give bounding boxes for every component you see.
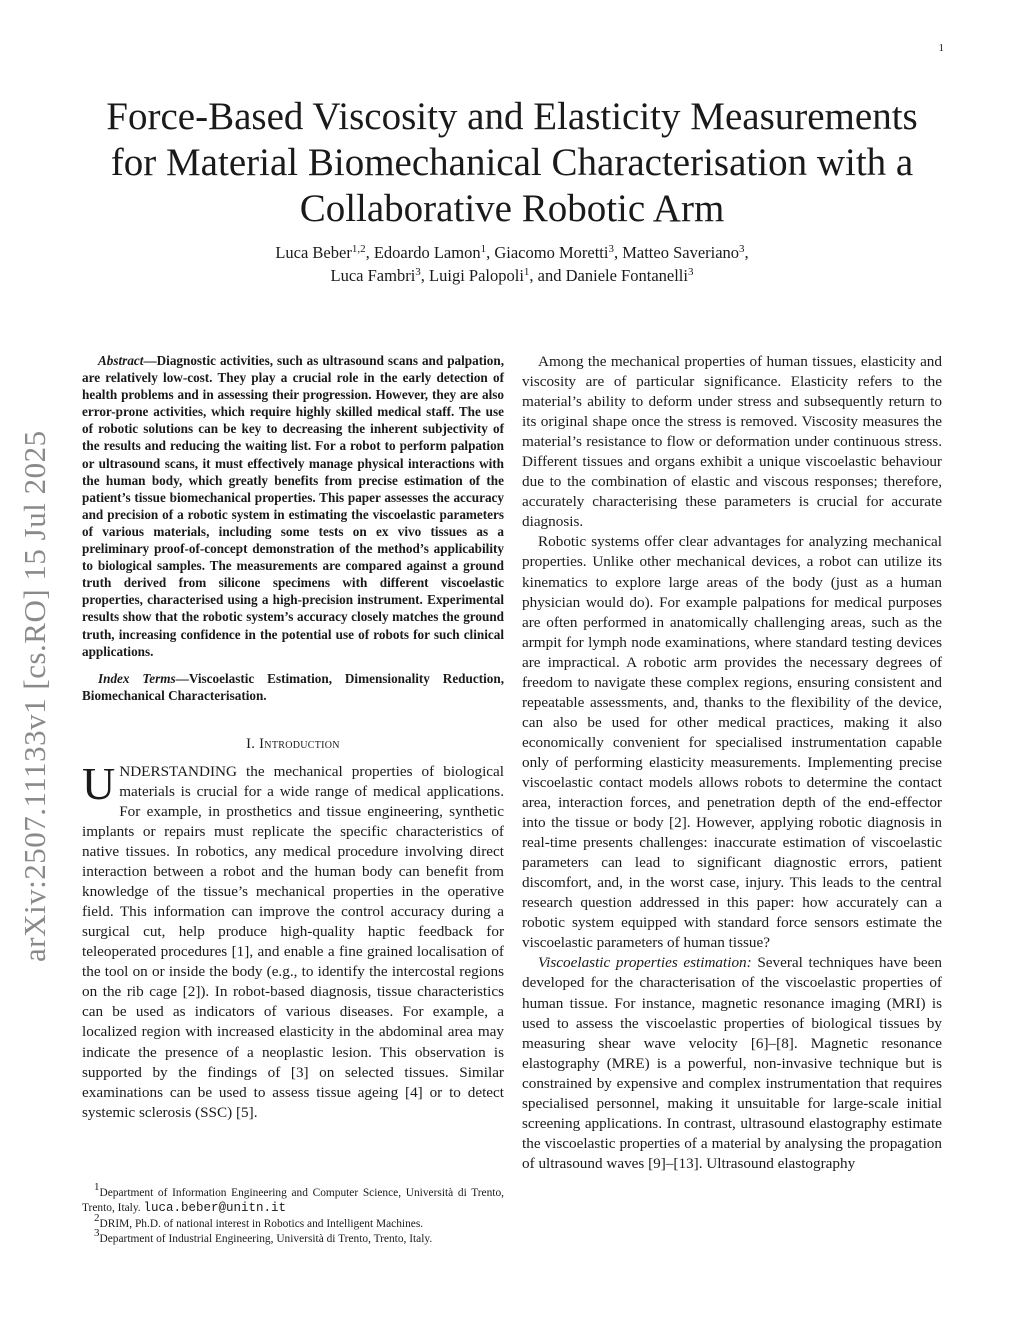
author-name: Luigi Palopoli xyxy=(429,266,524,285)
author-name: Edoardo Lamon xyxy=(373,243,481,262)
right-column xyxy=(522,352,942,1174)
left-column xyxy=(82,352,504,1123)
author-separator: , and xyxy=(529,266,566,285)
title-line: Collaborative Robotic Arm xyxy=(299,187,725,230)
author-name: Luca Beber xyxy=(275,243,352,262)
footnote xyxy=(82,1181,504,1217)
drop-cap: U xyxy=(82,757,116,809)
paragraph-heading: Viscoelastic properties estimation: xyxy=(538,954,752,972)
body-paragraph xyxy=(522,953,942,1174)
footnote-mark: 2 xyxy=(94,1211,100,1224)
footnote xyxy=(82,1226,504,1247)
author-separator: , xyxy=(365,243,374,262)
author-email-link[interactable]: luca.beber@unitn.it xyxy=(143,1201,287,1216)
page-number: 1 xyxy=(938,42,944,54)
author-separator: , xyxy=(744,243,749,262)
affiliation-mark: 3 xyxy=(415,266,421,278)
title-line: for Material Biomechanical Characterisation with a xyxy=(110,141,914,184)
body-paragraph: Robotic systems offer clear advantages for analyzing mechanical properties. Unlike other mechanical devices, a robot can utilize its kinematics to explore large areas of the body (just as a human physician would do). For example palpations for medical purposes are often performed in anatomically challenging areas, such as the armpit for lymph node examinations, where standard testing devices are impractical. A robotic arm provides the necessary degrees of freedom to navigate these complex regions, ensuring consistent and repeatable assessments, and, thanks to the flexibility of the device, can also be used for other medical practices, making it also economically convenient for specialised instrumentation capable only of performing elasticity measurements. Implementing precise viscoelastic contact models allows robots to determine the contact area, interaction forces, and penetration depth of the end-effector into the tissue or body [2]. However, applying robotic diagnosis in real-time presents challenges: inaccurate estimation of viscoelastic parameters can lead to significant diagnostic errors, patient discomfort, and, in the worst case, injury. This leads to the central research question addressed in this paper: how accurately can a robotic system equipped with standard force sensors estimate the viscoelastic parameters of human tissue? xyxy=(522,533,942,952)
author-name: Matteo Saveriano xyxy=(622,243,740,262)
author-separator: , xyxy=(420,266,430,285)
author-line-2 xyxy=(60,264,964,287)
intro-lead-word: NDERSTANDING xyxy=(119,762,237,780)
section-heading xyxy=(82,736,504,753)
abstract-text: —Diagnostic activities, such as ultrasound scans and palpation, are relatively low-cost. They play a crucial role in the early detection of health problems and in assessing their progression. However, they are also error-prone activities, which require highly skilled medical staff. The use of robotic solutions can be key to decreasing the inherent subjectivity of the results and reducing the waiting list. For a robot to perform palpation or ultrasound scans, it must effectively manage physical interactions with the human body, which greatly benefits from precise estimation of the patient’s tissue biomechanical properties. This paper assesses the accuracy and precision of a robotic system in estimating the viscoelastic parameters of various materials, including some tests on ex vivo tissues as a preliminary proof-of-concept demonstration of the method’s applicability to biological samples. The measurements are compared against a ground truth derived from silicone specimens with different viscoelastic properties, characterised using a high-precision instrument. Experimental results show that the robotic system’s accuracy closely matches the ground truth, increasing confidence in the potential use of robots for such clinical applications. xyxy=(82,353,504,659)
author-list xyxy=(60,241,964,287)
index-terms xyxy=(82,670,504,704)
footnote-mark: 1 xyxy=(94,1181,100,1193)
author-name: Daniele Fontanelli xyxy=(565,266,688,285)
arxiv-identifier-stamp: arXiv:2507.11133v1 [cs.RO] 15 Jul 2025 xyxy=(17,430,52,962)
abstract-label: Abstract xyxy=(98,353,144,368)
index-terms-label: Index Terms xyxy=(98,670,176,686)
intro-text: the mechanical properties of biological materials is crucial for a wide range of medical applications. For example, in prosthetics and tissue engineering, synthetic implants or repairs must replicate the specific characteristics of native tissues. In robotics, any medical procedure involving direct interaction between a robot and the human body can benefit from knowledge of the tissue’s mechanical properties in the operative field. This information can improve the control accuracy during a surgical cut, help produce high-quality haptic feedback for teleoperated procedures [1], and enable a fine grained localisation of the tool on or inside the body (e.g., to identify the intercostal regions on the rib cage [2]). In robot-based diagnosis, tissue characteristics can be used as indicators of various diseases. For example, a localized region with increased elasticity in the abdominal area may indicate the presence of a neoplastic lesion. This observation is supported by the findings of [3] on selected tissues. Similar examinations can be used to assess tissue ageing [4] or to detect systemic sclerosis (SSC) [5]. xyxy=(82,762,504,1121)
affiliation-mark: 1 xyxy=(480,243,487,255)
introduction-paragraph xyxy=(82,757,504,1123)
footnote-text: Department of Industrial Engineering, Università di Trento, Trento, Italy. xyxy=(99,1232,433,1245)
affiliation-mark: 3 xyxy=(739,243,745,255)
footnotes xyxy=(82,1181,504,1247)
section-title: Introduction xyxy=(259,735,340,752)
body-paragraph: Among the mechanical properties of human tissues, elasticity and viscosity are of particular significance. Elasticity refers to the material’s ability to deform under stress and subsequently return to its original shape once the stress is removed. Viscosity measures the material’s resistance to flow or deformation under continuous stress. Different tissues and organs exhibit a unique viscoelastic behaviour due to the combination of elastic and viscous responses; therefore, accurately characterising these parameters is crucial for accurate diagnosis. xyxy=(522,353,942,531)
paragraph-text: Several techniques have been developed for the characterisation of the viscoelastic properties of human tissue. For instance, magnetic resonance imaging (MRI) is used to assess the viscoelastic properties of biological tissues by measuring shear wave velocity [6]–[8]. Magnetic resonance elastography (MRE) is a powerful, non-invasive technique but is constrained by expensive and complex instrumentation that requires specialised personnel, making it unsuitable for large-scale initial screening applications. In contrast, ultrasound elastography estimate the viscoelastic properties of a material by analysing the propagation of ultrasound waves [9]–[13]. Ultrasound elastography xyxy=(522,954,942,1172)
author-separator: , xyxy=(613,243,623,262)
footnote-mark: 3 xyxy=(94,1226,100,1239)
author-name: Giacomo Moretti xyxy=(494,243,609,262)
title-line: Force-Based Viscosity and Elasticity Measurements xyxy=(106,95,918,138)
author-name: Luca Fambri xyxy=(330,266,416,285)
affiliation-mark: 3 xyxy=(687,266,694,278)
paper-title xyxy=(60,94,964,232)
author-separator: , xyxy=(486,243,495,262)
affiliation-mark: 1 xyxy=(523,266,530,278)
affiliation-mark: 3 xyxy=(608,243,614,255)
footnote xyxy=(82,1211,504,1232)
footnote-text: DRIM, Ph.D. of national interest in Robotics and Intelligent Machines. xyxy=(99,1217,424,1230)
author-line-1 xyxy=(60,241,964,264)
affiliation-mark: 1,2 xyxy=(351,243,366,255)
footnote-text: Department of Information Engineering and Computer Science, Università di Trento, Trento, Italy. xyxy=(82,1187,504,1215)
abstract xyxy=(82,352,504,660)
section-number: I. xyxy=(246,735,256,752)
index-terms-text: —Viscoelastic Estimation, Dimensionality Reduction, Biomechanical Characterisation. xyxy=(82,670,504,703)
